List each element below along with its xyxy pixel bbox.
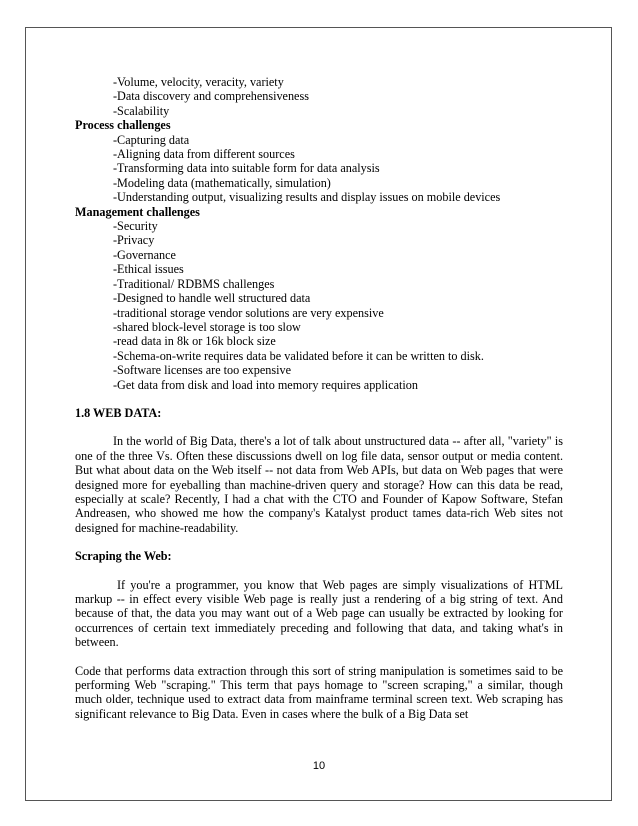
list-item: -Ethical issues bbox=[113, 262, 184, 277]
scraping-paragraph: If you're a programmer, you know that Web pages are simply visualizations of HTML markup -- in effect every visible Web page is really just a rendering of a big string of text. And because of that, the data you may want out of a Web page can usually be extracted by looking for occurrences of certain text immediately preceding and following that data, and taking what's in between. bbox=[75, 577, 563, 650]
list-item: -shared block-level storage is too slow bbox=[113, 319, 301, 334]
list-item: -Designed to handle well structured data bbox=[113, 291, 311, 306]
list-item: -Data discovery and comprehensiveness bbox=[113, 89, 309, 104]
list-item: -read data in 8k or 16k block size bbox=[113, 334, 276, 349]
page-number: 10 bbox=[312, 760, 326, 772]
process-challenges-heading: Process challenges bbox=[75, 118, 171, 133]
list-item: -Traditional/ RDBMS challenges bbox=[113, 276, 275, 291]
list-item: -Security bbox=[113, 219, 158, 234]
scraping-paragraph: Code that performs data extraction through this sort of string manipulation is sometimes said to be performing Web "scraping." This term that pays homage to "screen scraping," a similar, though much older, technique used to extract data from mainframe terminal screen text. Web scraping has significant relevance to Big Data. Even in cases where the bulk of a Big Data set bbox=[75, 663, 563, 721]
list-item: -Governance bbox=[113, 247, 176, 262]
list-item: -Understanding output, visualizing results and display issues on mobile devices bbox=[113, 190, 501, 205]
management-challenges-heading: Management challenges bbox=[75, 204, 200, 219]
list-item: -Aligning data from different sources bbox=[113, 147, 295, 162]
list-item: -Software licenses are too expensive bbox=[113, 363, 292, 378]
list-item: -Transforming data into suitable form for data analysis bbox=[113, 161, 380, 176]
list-item: -traditional storage vendor solutions are very expensive bbox=[113, 305, 384, 320]
document-body bbox=[75, 75, 563, 721]
list-item: -Volume, velocity, veracity, variety bbox=[113, 75, 284, 89]
scraping-heading: Scraping the Web: bbox=[75, 549, 172, 564]
list-item: -Scalability bbox=[113, 103, 170, 118]
list-item: -Get data from disk and load into memory requires application bbox=[113, 377, 418, 392]
list-item: -Schema-on-write requires data be validated before it can be written to disk. bbox=[113, 348, 484, 363]
list-item: -Privacy bbox=[113, 233, 155, 248]
list-item: -Modeling data (mathematically, simulation) bbox=[113, 175, 331, 190]
list-item: -Capturing data bbox=[113, 132, 190, 147]
section-title-web-data: 1.8 WEB DATA: bbox=[75, 405, 162, 420]
web-data-paragraph: In the world of Big Data, there's a lot of talk about unstructured data -- after all, "variety" is one of the three Vs. Often these discussions dwell on log file data, sensor output or media content. But what about data on the Web itself -- not data from Web APIs, but data on Web pages that were designed more for eyeballing than machine-driven query and storage? How can this data be read, especially at scale? Recently, I had a chat with the CTO and Founder of Kapow Software, Stefan Andreasen, who showed me how the company's Katalyst product tames data-rich Web sites not designed for machine-readability. bbox=[75, 434, 563, 535]
